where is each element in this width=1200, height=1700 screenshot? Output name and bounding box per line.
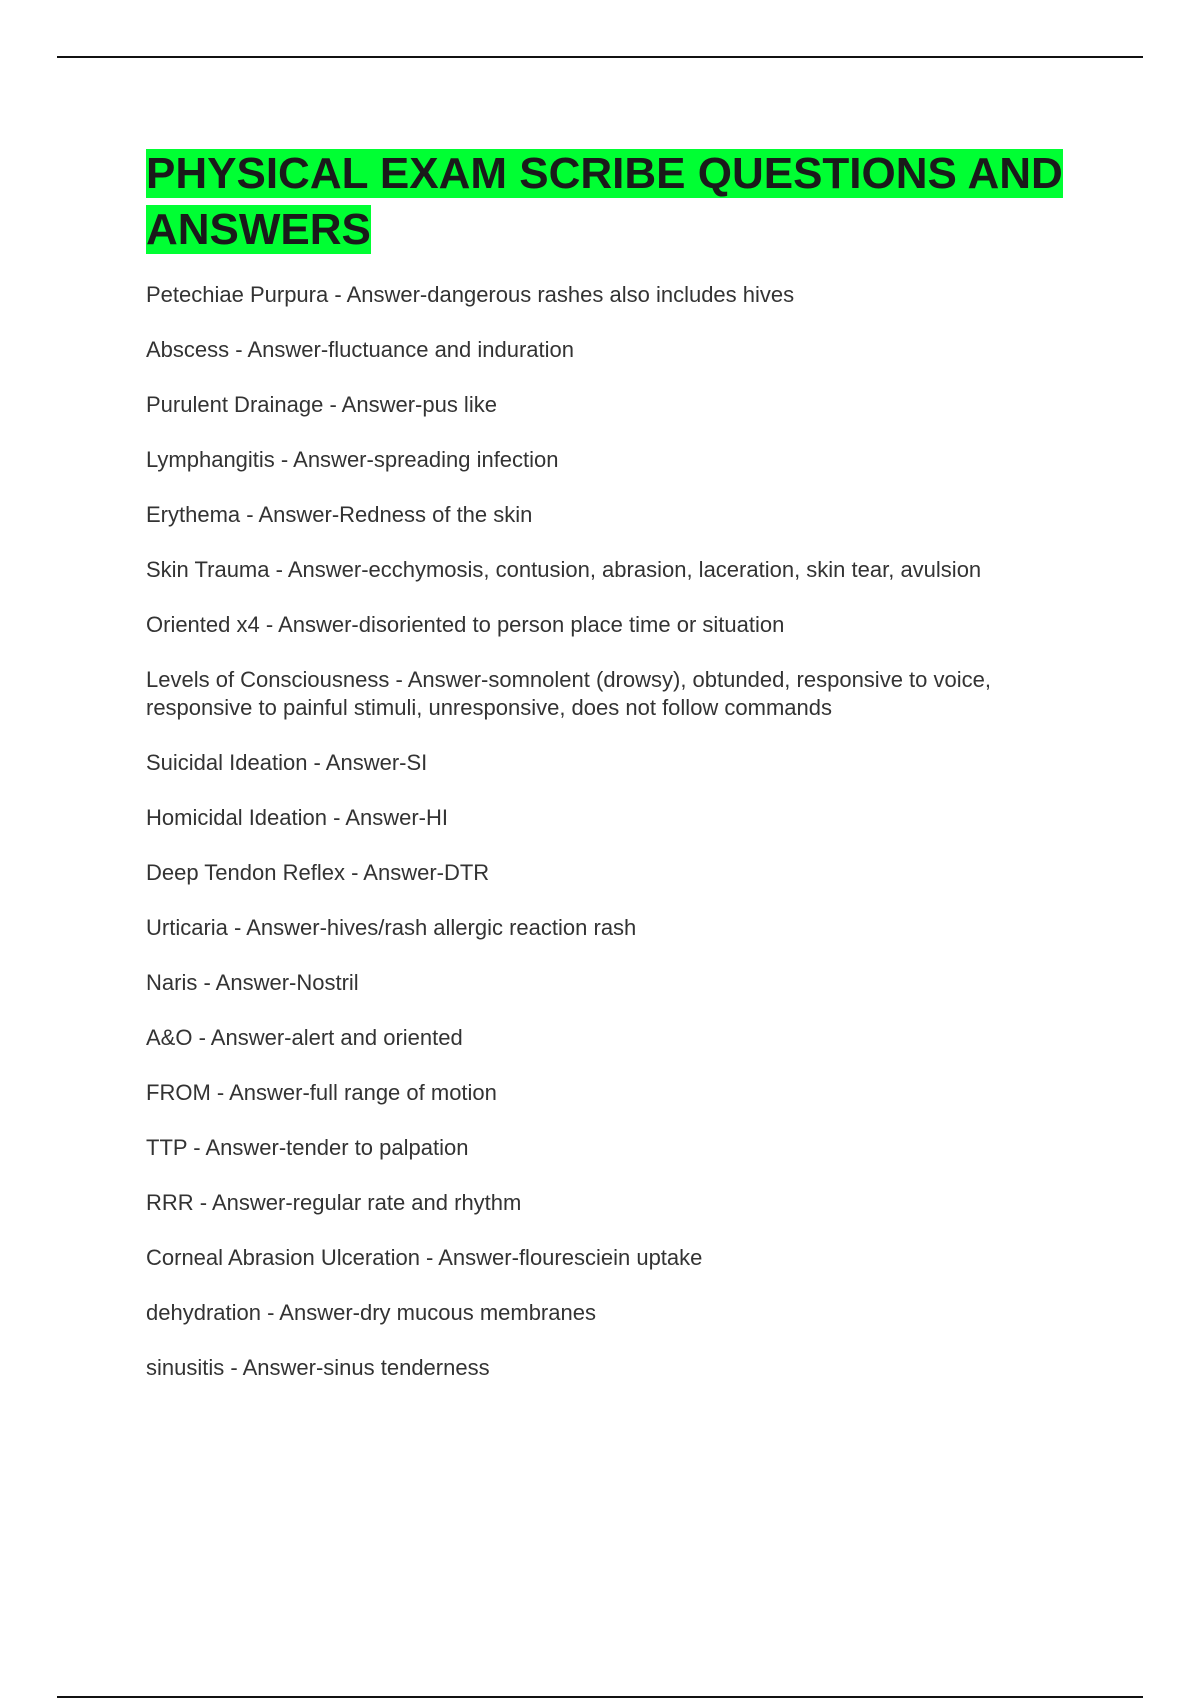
qa-item-corneal-abrasion-ulceration: Corneal Abrasion Ulceration - Answer-flourescieіn uptake — [146, 1245, 703, 1270]
qa-item-abscess: Abscess - Answer-fluctuance and induration — [146, 337, 575, 362]
qa-item-naris: Naris - Answer-Nostril — [146, 970, 359, 995]
qa-item-a-and-o: A&O - Answer-alert and oriented — [146, 1025, 463, 1050]
bottom-divider — [57, 1696, 1143, 1698]
qa-item-rrr: RRR - Answer-regular rate and rhythm — [146, 1190, 522, 1215]
qa-item-oriented-x4: Oriented x4 - Answer-disoriented to person place time or situation — [146, 612, 785, 637]
qa-item-sinusitis: sinusitis - Answer-sinus tenderness — [146, 1355, 490, 1380]
qa-item-purulent-drainage: Purulent Drainage - Answer-pus like — [146, 392, 497, 417]
qa-item-lymphangitis: Lymphangitis - Answer-spreading infection — [146, 447, 559, 472]
top-divider — [57, 56, 1143, 58]
qa-item-ttp: TTP - Answer-tender to palpation — [146, 1135, 469, 1160]
title-highlight: PHYSICAL EXAM SCRIBE QUESTIONS AND ANSWERS — [146, 149, 1063, 254]
qa-item-suicidal-ideation: Suicidal Ideation - Answer-SI — [146, 750, 428, 775]
qa-item-erythema: Erythema - Answer-Redness of the skin — [146, 502, 533, 527]
qa-item-petechiae-purpura: Petechiae Purpura - Answer-dangerous rashes also includes hives — [146, 282, 795, 307]
document-body — [146, 146, 1086, 1409]
qa-item-from: FROM - Answer-full range of motion — [146, 1080, 497, 1105]
qa-item-skin-trauma: Skin Trauma - Answer-ecchymosis, contusion, abrasion, laceration, skin tear, avulsion — [146, 557, 982, 582]
qa-item-levels-of-consciousness: Levels of Consciousness - Answer-somnolent (drowsy), obtunded, responsive to voice, responsive to painful stimuli, unresponsive, does not follow commands — [146, 667, 991, 720]
qa-list — [146, 281, 1086, 1382]
qa-item-homicidal-ideation: Homicidal Ideation - Answer-HI — [146, 805, 449, 830]
qa-item-urticaria: Urticaria - Answer-hives/rash allergic reaction rash — [146, 915, 637, 940]
qa-item-dehydration: dehydration - Answer-dry mucous membranes — [146, 1300, 596, 1325]
qa-item-deep-tendon-reflex: Deep Tendon Reflex - Answer-DTR — [146, 860, 490, 885]
document-title — [146, 146, 1086, 258]
